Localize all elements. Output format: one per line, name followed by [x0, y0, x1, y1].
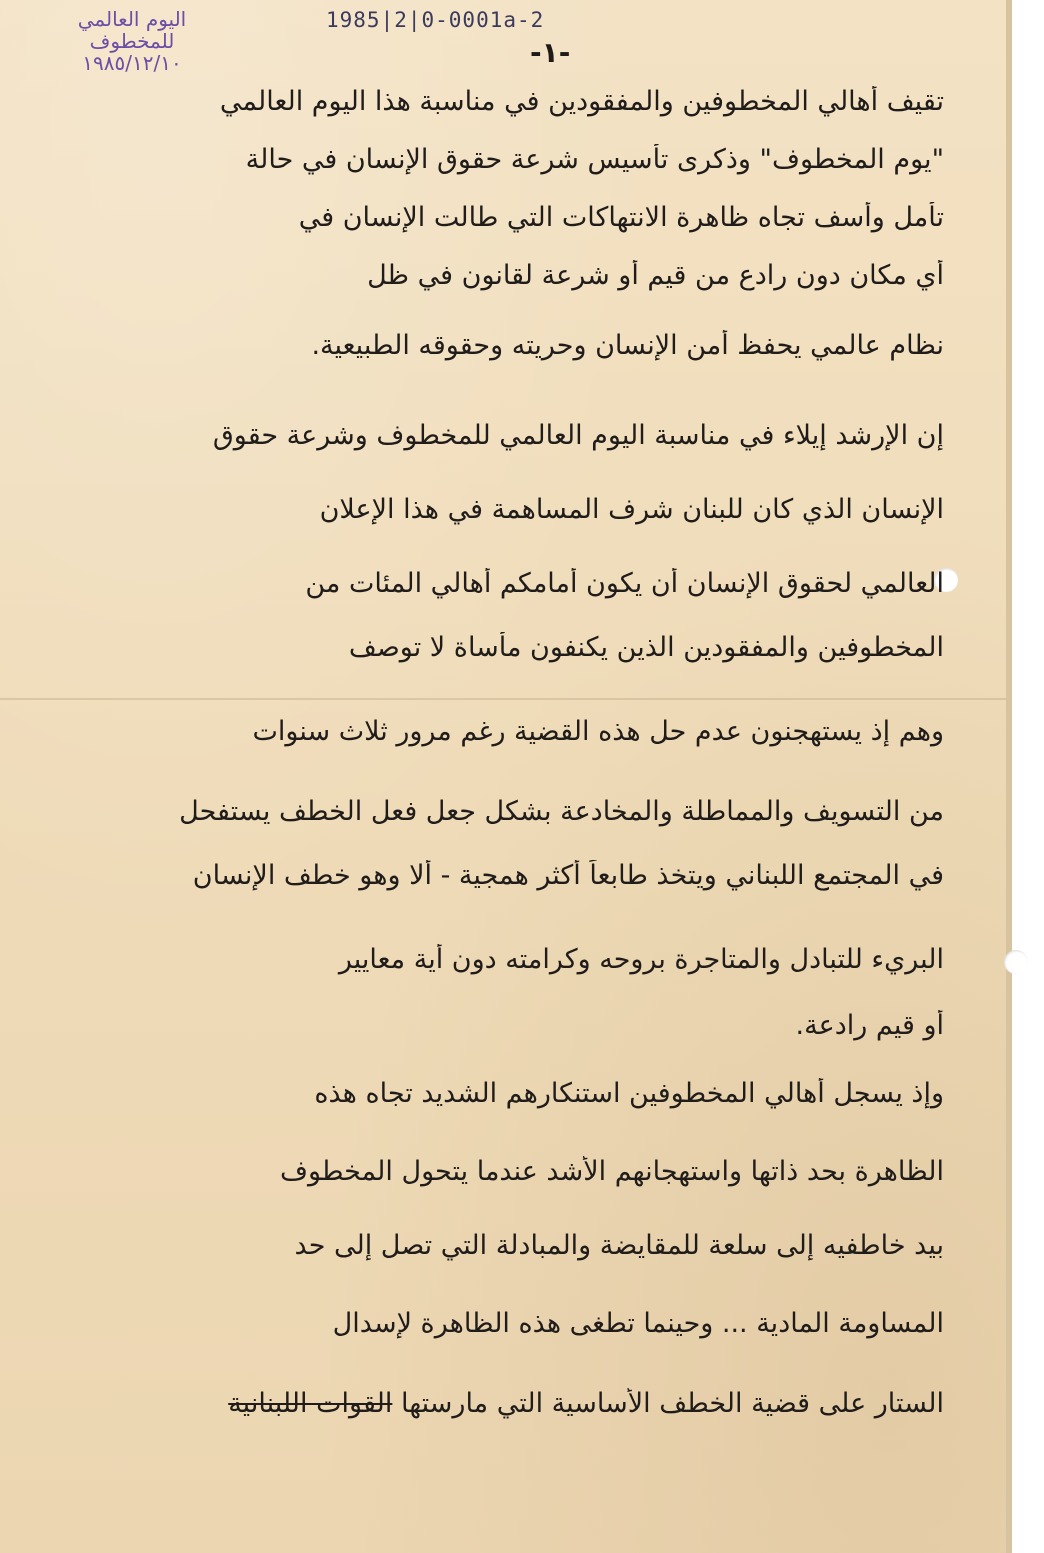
text-line-18: المساومة المادية ... وحينما تطغى هذه الظاهرة لإسدال	[332, 1308, 944, 1339]
text-line-6: إن الإرشد إيلاء في مناسبة اليوم العالمي للمخطوف وشرعة حقوق	[212, 420, 944, 451]
text-line-4: أي مكان دون رادع من قيم أو شرعة لقانون في ظل	[367, 260, 944, 291]
text-line-8: العالمي لحقوق الإنسان أن يكون أمامكم أهالي المئات من	[305, 568, 944, 599]
text-line-7: الإنسان الذي كان للبنان شرف المساهمة في هذا الإعلان	[319, 494, 944, 525]
text-line-3: تأمل وأسف تجاه ظاهرة الانتهاكات التي طالت الإنسان في	[298, 202, 944, 233]
archive-stamp	[44, 8, 220, 74]
text-line-9: المخطوفين والمفقودين الذين يكنفون مأساة لا توصف	[348, 632, 944, 663]
archive-reference-code: 1985|2|0-0001a-2	[326, 8, 545, 32]
stamp-date: ١٩٨٥/١٢/١٠	[82, 51, 182, 75]
text-line-15: وإذ يسجل أهالي المخطوفين استنكارهم الشديد تجاه هذه	[314, 1078, 944, 1109]
text-line-19-body: الستار على قضية الخطف الأساسية التي مارستها	[400, 1388, 944, 1419]
text-line-5: نظام عالمي يحفظ أمن الإنسان وحريته وحقوقه الطبيعية.	[311, 330, 944, 361]
text-line-2: "يوم المخطوف" وذكرى تأسيس شرعة حقوق الإنسان في حالة	[245, 144, 944, 175]
text-line-19	[90, 1388, 944, 1420]
text-line-10: وهم إذ يستهجنون عدم حل هذه القضية رغم مرور ثلاث سنوات	[252, 716, 944, 747]
paper-right-margin	[1006, 0, 1044, 1553]
text-line-14: أو قيم رادعة.	[795, 1010, 944, 1041]
text-line-17: بيد خاطفيه إلى سلعة للمقايضة والمبادلة التي تصل إلى حد	[294, 1230, 944, 1261]
stamp-title: اليوم العالمي للمخطوف	[77, 7, 187, 53]
text-line-1: تقيف أهالي المخطوفين والمفقودين في مناسبة هذا اليوم العالمي	[219, 86, 944, 117]
punch-hole-lower	[1004, 950, 1028, 974]
struck-through-text: القوات اللبنانية	[228, 1388, 393, 1419]
text-line-12: في المجتمع اللبناني ويتخذ طابعاً أكثر همجية - ألا وهو خطف الإنسان	[192, 860, 944, 891]
text-line-11: من التسويف والمماطلة والمخادعة بشكل جعل فعل الخطف يستفحل	[179, 796, 944, 827]
text-line-16: الظاهرة بحد ذاتها واستهجانهم الأشد عندما يتحول المخطوف	[280, 1156, 944, 1187]
page-number: -١-	[530, 36, 571, 69]
fold-crease	[0, 698, 1006, 700]
text-line-13: البريء للتبادل والمتاجرة بروحه وكرامته دون أية معايير	[338, 944, 944, 975]
